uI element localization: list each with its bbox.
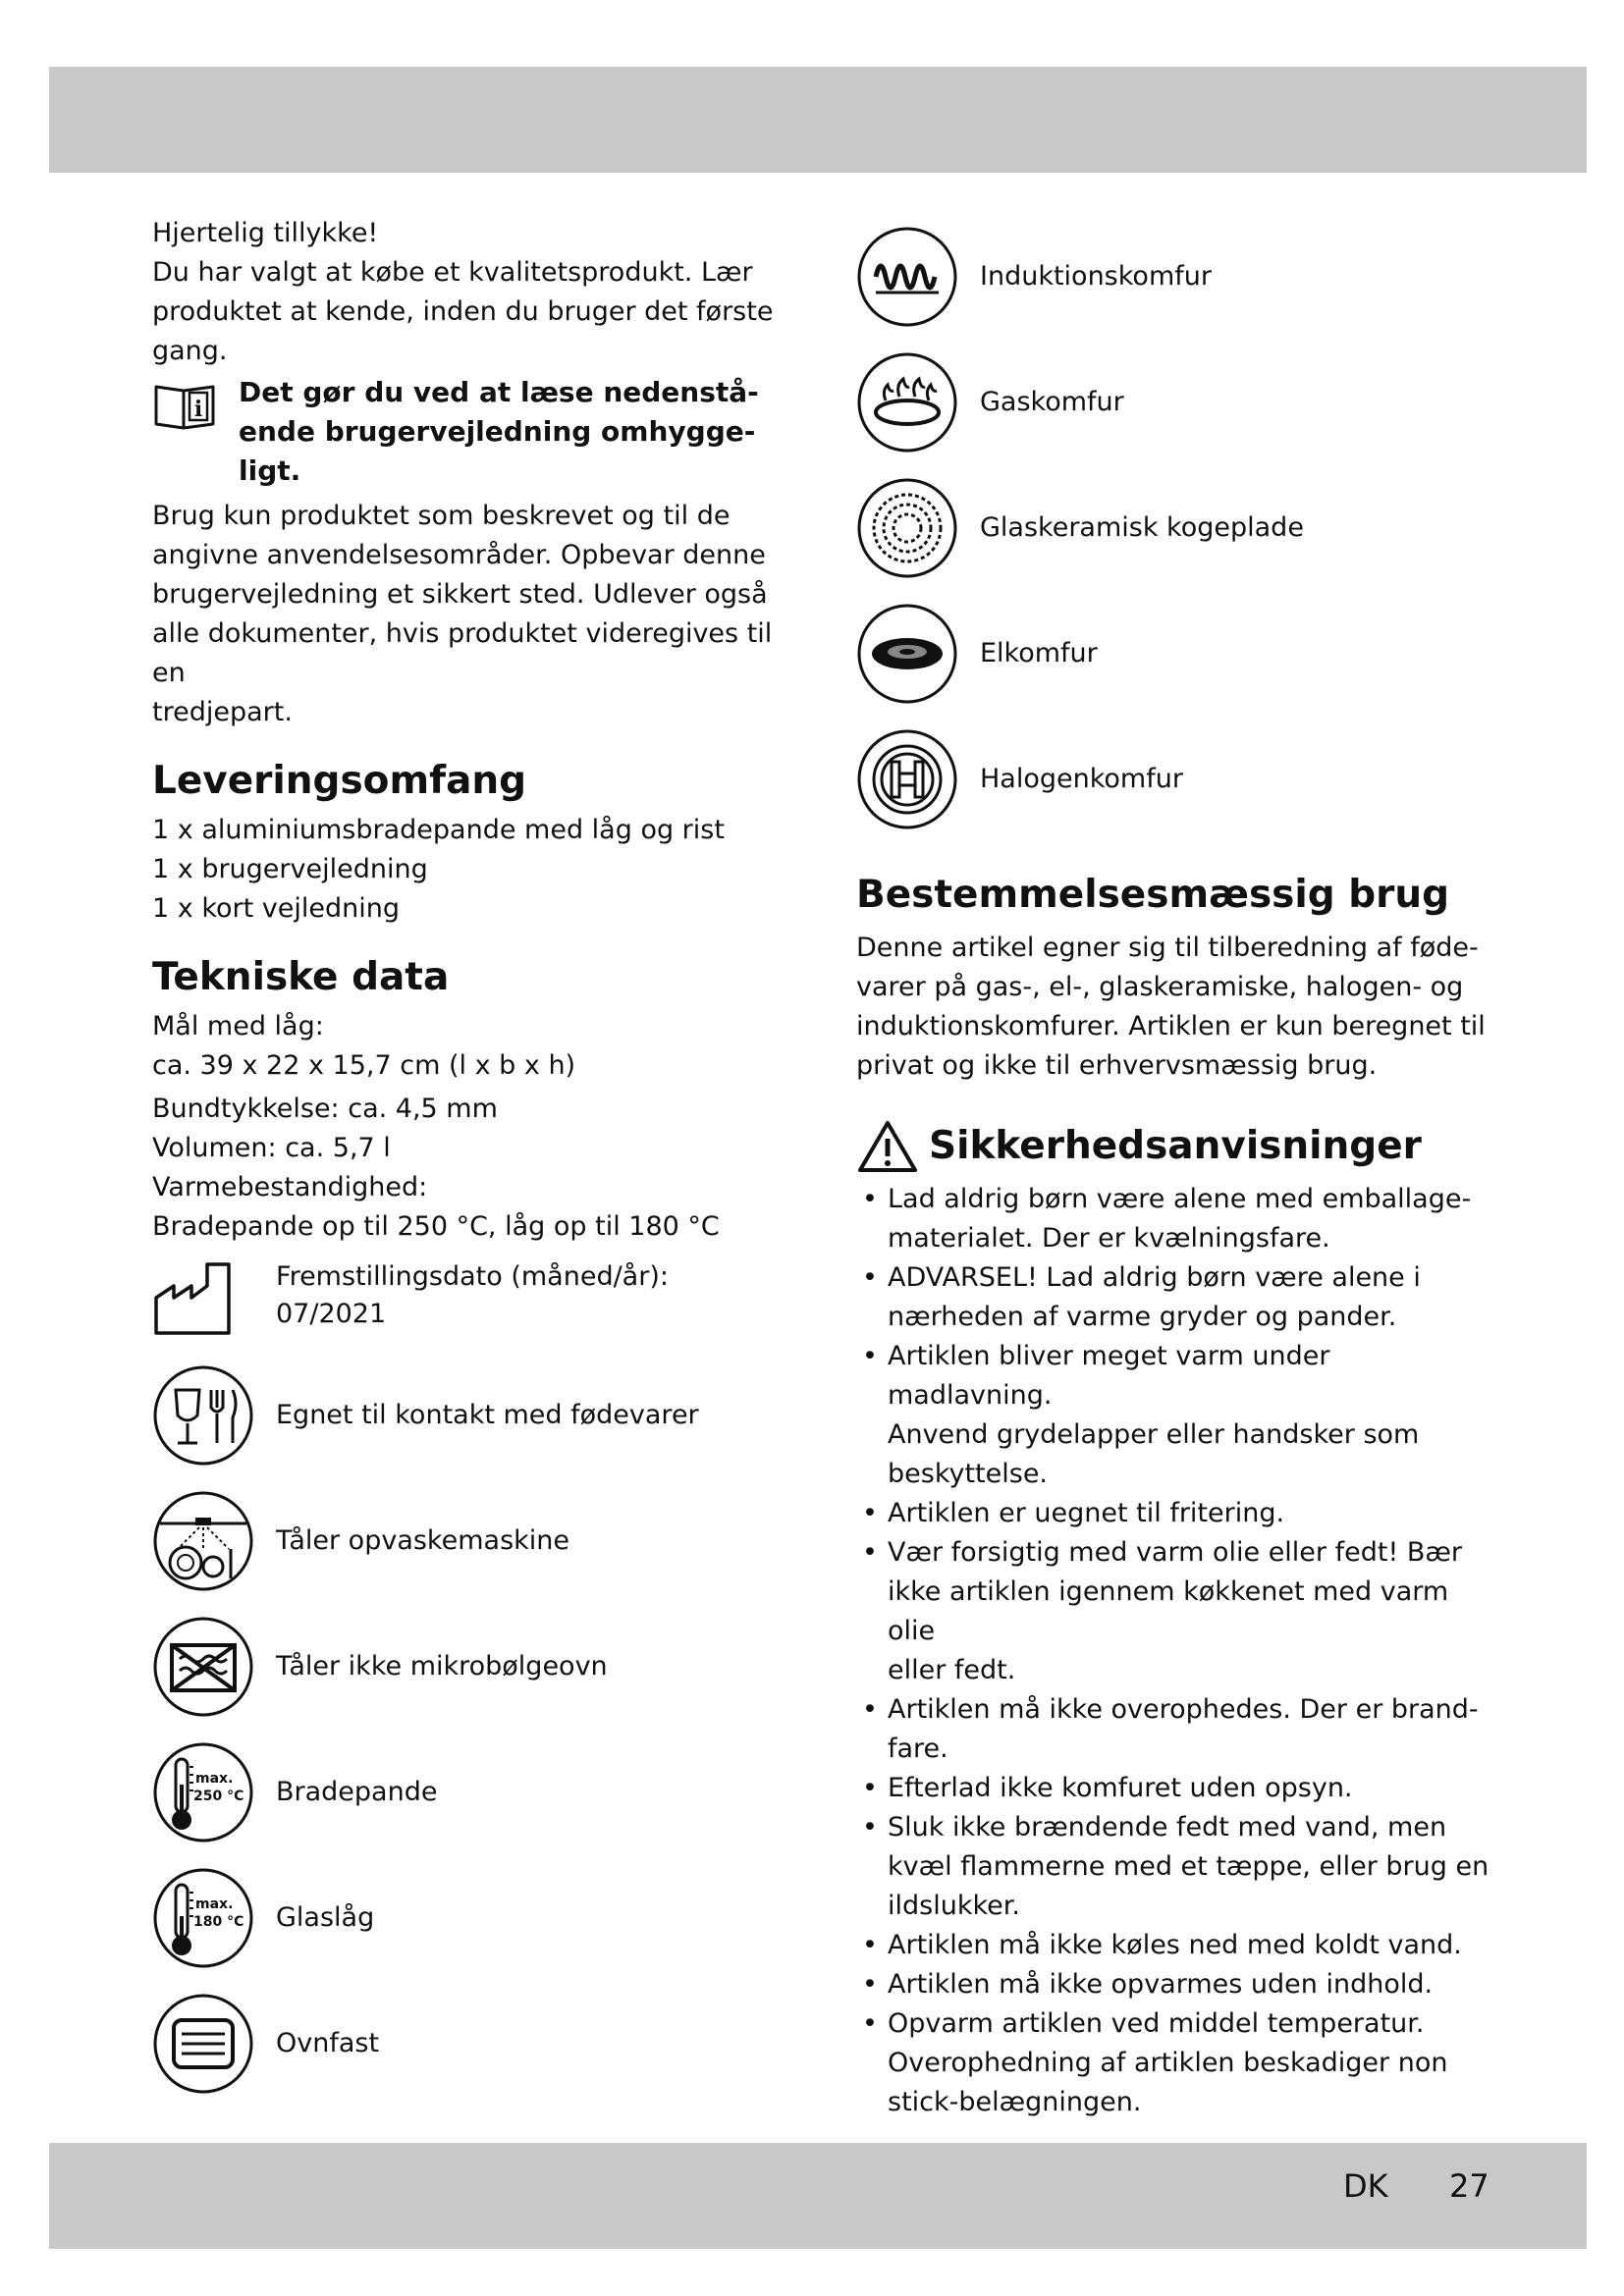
levering-heading: Leveringsomfang	[152, 759, 527, 803]
levering-item: 1 x kort vejledning	[152, 893, 400, 924]
safety-heading-row	[856, 1119, 1494, 1174]
symbol-row	[152, 1730, 781, 1855]
list-item: • Sluk ikke brændende fedt med vand, men kvæl flammerne med et tæppe, eller brug en ildslukker.	[856, 1808, 1494, 1926]
induction-icon	[856, 226, 958, 328]
manufacturer-icon	[152, 1258, 254, 1337]
list-item: • ADVARSEL! Lad aldrig børn være alene i nærheden af varme gryder og pander.	[856, 1258, 1494, 1337]
symbol-label: Elkomfur	[980, 638, 1098, 668]
no-microwave-icon	[152, 1616, 254, 1718]
list-item: • Artiklen må ikke køles ned med koldt vand.	[856, 1926, 1494, 1965]
notice-line: ende brugervejledning omhygge-	[239, 415, 756, 448]
list-item: • Artiklen må ikke overophedes. Der er brand- fare.	[856, 1690, 1494, 1769]
list-item: • Artiklen bliver meget varm under madlavning. Anvend grydelapper eller handsker som beskyttelse.	[856, 1337, 1494, 1494]
thermometer-180-icon	[152, 1867, 254, 1969]
svg-text:i: i	[193, 397, 203, 422]
intended-use-line: Denne artikel egner sig til tilberedning af føde-	[856, 933, 1479, 963]
symbol-label: Glaskeramisk kogeplade	[980, 512, 1304, 543]
intended-use-line: privat og ikke til erhvervsmæssig brug.	[856, 1050, 1378, 1081]
glass-ceramic-icon	[856, 477, 958, 579]
read-manual-notice	[152, 373, 781, 491]
safety-list	[856, 1180, 1494, 2122]
tech-line: Mål med låg:	[152, 1011, 324, 1041]
halogen-icon	[856, 728, 958, 830]
symbol-label: Glaslåg	[276, 1902, 375, 1933]
greeting: Hjertelig tillykke!	[152, 218, 379, 248]
manual-info-icon	[152, 379, 217, 430]
intro-line: Du har valgt at købe et kvalitetsprodukt. Lær	[152, 257, 753, 288]
temp-badge-value: 250 °C	[193, 1789, 244, 1804]
tech-line: ca. 39 x 22 x 15,7 cm (l x b x h)	[152, 1050, 576, 1081]
symbol-row	[152, 1981, 781, 2107]
body-line: alle dokumenter, hvis produktet videregives til en	[152, 618, 773, 688]
levering-item: 1 x brugervejledning	[152, 854, 428, 884]
list-item: • Efterlad ikke komfuret uden opsyn.	[856, 1769, 1494, 1808]
tekniske-heading: Tekniske data	[152, 955, 450, 999]
manufacture-date: 07/2021	[276, 1299, 387, 1329]
dishwasher-icon	[152, 1490, 254, 1592]
warning-icon	[856, 1119, 919, 1174]
footer-language: DK	[1343, 2167, 1388, 2205]
intended-use-line: varer på gas-, el-, glaskeramiske, halogen- og	[856, 972, 1464, 1002]
electric-icon	[856, 603, 958, 705]
symbol-row	[856, 340, 1494, 465]
temp-badge-max: max.	[195, 1771, 234, 1787]
tech-line: Bundtykkelse: ca. 4,5 mm	[152, 1094, 498, 1124]
symbol-row	[856, 717, 1494, 842]
tech-line: Bradepande op til 250 °C, låg op til 180 °C	[152, 1211, 720, 1242]
symbol-label: Tåler opvaskemaskine	[276, 1525, 569, 1556]
oven-safe-icon	[152, 1993, 254, 2095]
symbol-label: Gaskomfur	[980, 387, 1124, 417]
page-number: 27	[1449, 2167, 1489, 2205]
intended-use-line: induktionskomfurer. Artiklen er kun beregnet til	[856, 1011, 1486, 1041]
intended-use-heading: Bestemmelsesmæssig brug	[856, 873, 1450, 917]
symbol-label: Bradepande	[276, 1777, 438, 1807]
thermometer-250-icon	[152, 1741, 254, 1843]
symbol-label: Ovnfast	[276, 2028, 380, 2058]
symbol-label: Egnet til kontakt med fødevarer	[276, 1400, 699, 1430]
levering-item: 1 x aluminiumsbradepande med låg og rist	[152, 815, 725, 845]
body-line: tredjepart.	[152, 697, 293, 727]
list-item: • Opvarm artiklen ved middel temperatur. Overophedning af artiklen beskadiger non stick-belægningen.	[856, 2004, 1494, 2122]
list-item: • Artiklen er uegnet til fritering.	[856, 1494, 1494, 1533]
temp-badge-value: 180 °C	[193, 1914, 244, 1930]
temp-badge-max: max.	[195, 1896, 234, 1912]
tech-line: Varmebestandighed:	[152, 1172, 428, 1202]
intro-line: produktet at kende, inden du bruger det første	[152, 296, 774, 327]
symbol-row	[856, 214, 1494, 340]
symbol-row	[152, 1478, 781, 1604]
list-item: • Artiklen må ikke opvarmes uden indhold.	[856, 1965, 1494, 2004]
gas-icon	[856, 351, 958, 454]
body-line: brugervejledning et sikkert sted. Udlever også	[152, 579, 768, 610]
right-column	[856, 214, 1494, 2122]
header-band	[49, 67, 1587, 173]
safety-heading: Sikkerhedsanvisninger	[929, 1124, 1422, 1168]
list-item: • Vær forsigtig med varm olie eller fedt! Bær ikke artiklen igennem køkkenet med varm olie eller fedt.	[856, 1533, 1494, 1690]
tech-line: Volumen: ca. 5,7 l	[152, 1133, 391, 1163]
body-line: Brug kun produktet som beskrevet og til de	[152, 501, 731, 531]
symbol-row	[856, 465, 1494, 591]
food-safe-icon	[152, 1364, 254, 1467]
symbol-label: Halogenkomfur	[980, 764, 1183, 794]
body-line: angivne anvendelsesområder. Opbevar denne	[152, 540, 766, 570]
list-item: • Lad aldrig børn være alene med emballage- materialet. Der er kvælningsfare.	[856, 1180, 1494, 1258]
notice-line: Det gør du ved at læse nedenstå-	[239, 376, 759, 408]
symbol-row	[152, 1353, 781, 1478]
symbol-label: Induktionskomfur	[980, 261, 1212, 292]
manufacture-row	[152, 1258, 781, 1353]
symbol-row	[152, 1604, 781, 1730]
left-column	[152, 214, 781, 2107]
symbol-row	[856, 591, 1494, 717]
symbol-label: Tåler ikke mikrobølgeovn	[276, 1651, 608, 1682]
notice-line: ligt.	[239, 454, 301, 487]
intro-line: gang.	[152, 336, 228, 366]
manufacture-label: Fremstillingsdato (måned/år):	[276, 1261, 669, 1292]
symbol-row	[152, 1855, 781, 1981]
